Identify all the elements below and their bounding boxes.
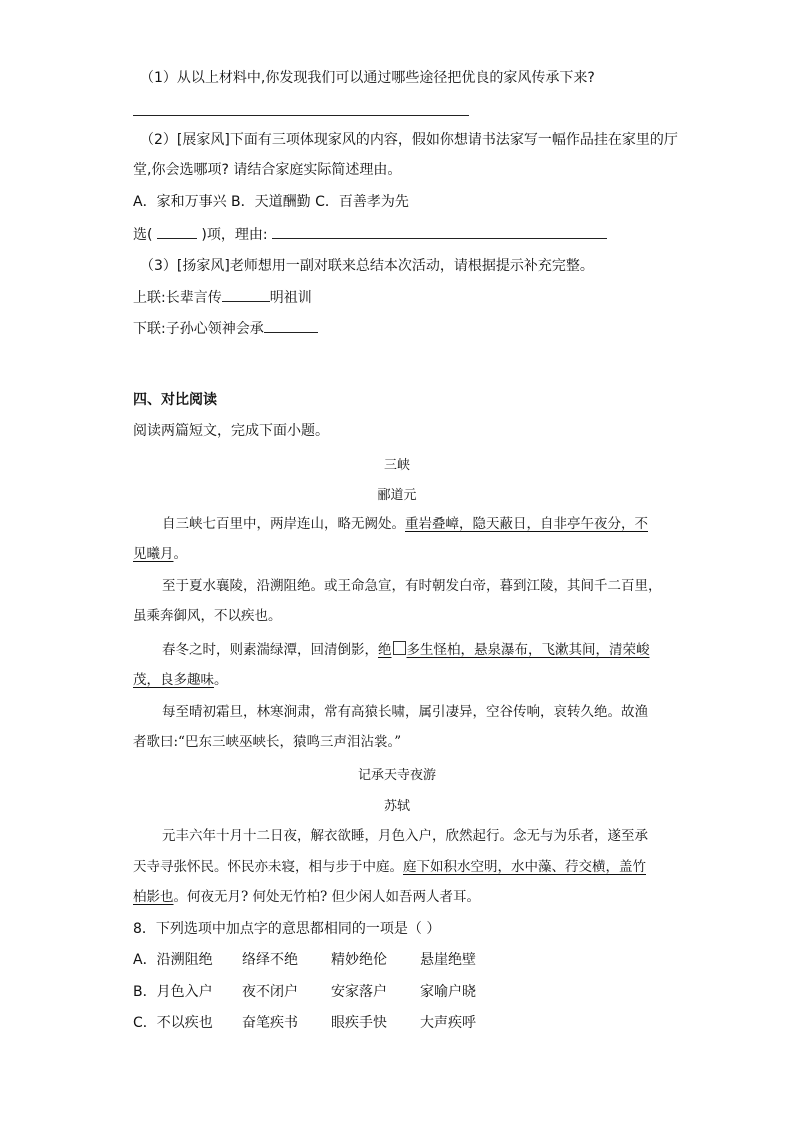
- option-c-letter: C．: [133, 1015, 157, 1031]
- option-item: 眼疾手快: [331, 1015, 387, 1031]
- option-item: 精妙绝伦: [331, 952, 387, 968]
- text2-p1-b1: 天寺寻张怀民。怀民亦未寝，相与步于中庭。: [133, 859, 403, 875]
- text1-p1-underlined-end: 见曦月: [133, 546, 174, 562]
- text1-p3-b1: 绝: [378, 642, 392, 658]
- option-item: 大声疾呼: [420, 1015, 476, 1031]
- option-c[interactable]: [133, 1013, 476, 1033]
- option-a-letter: A．: [133, 952, 157, 968]
- text1-p2-line1: 至于夏水襄陵，沿溯阻绝。或王命急宣，有时朝发白帝，暮到江陵，其间千二百里，: [162, 578, 662, 594]
- text1-p3-a: 春冬之时，则素湍绿潭，回清倒影，: [162, 642, 378, 658]
- option-item: 不以疾也: [156, 1015, 213, 1031]
- couplet-upper-a: 上联:长辈言传: [133, 290, 222, 306]
- text2-p1-c2: 。何夜无月? 何处无竹柏? 但少闲人如吾两人者耳。: [173, 889, 481, 905]
- option-item: 悬崖绝壁: [420, 952, 476, 968]
- text1-p2-line2: 虽乘奔御风，不以疾也。: [133, 608, 282, 624]
- text1-p3-line1: [162, 640, 662, 660]
- text1-p1-underlined: 重岩叠嶂，隐天蔽日，自非亭午夜分，不: [405, 516, 648, 532]
- text1-p3-end: 。: [214, 672, 228, 688]
- text1-p3-underlined-end: 茂，良多趣味: [133, 672, 214, 688]
- option-a[interactable]: [133, 950, 476, 970]
- text2-p1-line1: 元丰六年十月十二日夜，解衣欲睡，月色入户，欣然起行。念无与为乐者，遂至承: [162, 828, 648, 844]
- text1-p4-line1: 每至晴初霜旦，林寒涧肃，常有高猿长啸，属引凄异，空谷传响，哀转久绝。故渔: [162, 704, 648, 720]
- couplet-upper-blank[interactable]: [222, 287, 270, 302]
- text1-p1-line1: [162, 514, 662, 534]
- option-item: 夜不闭户: [242, 984, 298, 1000]
- section-intro: 阅读两篇短文，完成下面小题。: [133, 423, 329, 439]
- text1-p3-line2: [133, 670, 661, 690]
- couplet-upper-b: 明祖训: [269, 290, 312, 306]
- option-b[interactable]: [133, 982, 476, 1002]
- text2-p1-line3: [133, 887, 661, 907]
- text2-p1-underlined-end: 柏影也: [133, 889, 174, 905]
- reason-blank[interactable]: [272, 224, 607, 239]
- option-item: 沿溯阻绝: [156, 952, 213, 968]
- option-item: 奋笔疾书: [242, 1015, 298, 1031]
- option-item: 络绎不绝: [242, 952, 298, 968]
- text1-p3-b2: 多生怪柏，悬泉瀑布，飞漱其间，清荣峻: [406, 642, 650, 658]
- option-item: 安家落户: [331, 984, 387, 1000]
- text2-p1-underlined: 庭下如积水空明，水中藻、荇交横，盖竹: [403, 859, 646, 875]
- choose-label-b: )项，理由:: [201, 227, 268, 243]
- question-3-2-line2: 堂,你会选哪项? 请结合家庭实际简述理由。: [133, 162, 402, 178]
- text1-p1-line2: [133, 544, 661, 564]
- question-8-stem: 8．下列选项中加点字的意思都相同的一项是（ ）: [133, 921, 441, 937]
- question-3-3: （3）[扬家风]老师想用一副对联来总结本次活动，请根据提示补充完整。: [140, 258, 594, 274]
- text1-p1-end: 。: [173, 546, 187, 562]
- choice-blank[interactable]: [157, 224, 197, 239]
- couplet-lower: [133, 318, 318, 339]
- text1-p3-underlined: [378, 642, 650, 658]
- couplet-lower-text: 下联:子孙心领神会承: [133, 321, 264, 337]
- choose-line: [133, 224, 607, 245]
- text1-p1-a: 自三峡七百里中，两岸连山，略无阙处。: [162, 516, 405, 532]
- section-heading: 四、对比阅读: [133, 392, 217, 408]
- answer-line-3-1[interactable]: [133, 115, 469, 116]
- option-b-letter: B．: [133, 984, 157, 1000]
- text2-author: 苏轼: [383, 799, 410, 814]
- question-3-1: （1）从以上材料中,你发现我们可以通过哪些途径把优良的家风传承下来?: [140, 70, 595, 86]
- text1-p4-line2: 者歌曰:“巴东三峡巫峡长，猿鸣三声泪沾裳。”: [133, 734, 402, 750]
- text1-title: 三峡: [383, 458, 410, 473]
- choose-label-a: 选(: [133, 227, 153, 243]
- text2-p1-line2: [133, 857, 661, 877]
- question-3-2-options: A．家和万事兴 B．天道酬勤 C．百善孝为先: [133, 194, 409, 210]
- missing-char-box: [393, 641, 406, 655]
- couplet-upper: [133, 287, 312, 308]
- option-item: 月色入户: [156, 984, 213, 1000]
- text2-title: 记承天寺夜游: [357, 768, 436, 783]
- couplet-lower-blank[interactable]: [264, 318, 318, 333]
- text1-author: 郦道元: [377, 488, 417, 503]
- option-item: 家喻户晓: [420, 984, 476, 1000]
- question-3-2-line1: （2）[展家风]下面有三项体现家风的内容，假如你想请书法家写一幅作品挂在家里的厅: [140, 132, 678, 148]
